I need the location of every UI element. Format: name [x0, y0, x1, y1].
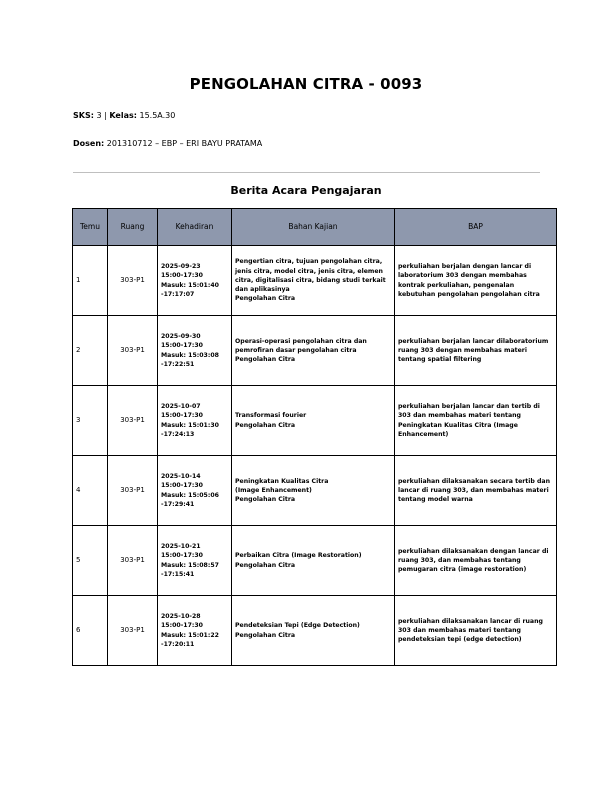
sks-label: SKS:: [73, 111, 94, 120]
cell-bap: perkuliahan berjalan lancar dilaboratorium ruang 303 dengan membahas materi tentang spatial filtering: [395, 316, 557, 386]
header-bap: BAP: [395, 209, 557, 246]
cell-kehadiran: 2025-10-07 15:00-17:30 Masuk: 15:01:30 -17:24:13: [158, 386, 232, 456]
cell-bahan-kajian: Peningkatan Kualitas Citra (Image Enhancement) Pengolahan Citra: [232, 456, 395, 526]
cell-ruang: 303-P1: [108, 456, 158, 526]
divider: [73, 172, 540, 173]
table-row: [73, 526, 557, 596]
header-ruang: Ruang: [108, 209, 158, 246]
cell-bap: perkuliahan dilaksanakan secara tertib dan lancar di ruang 303, dan membahas materi tentang model warna: [395, 456, 557, 526]
cell-temu: 6: [73, 596, 108, 666]
section-title: Berita Acara Pengajaran: [230, 184, 382, 197]
cell-ruang: 303-P1: [108, 316, 158, 386]
cell-temu: 4: [73, 456, 108, 526]
cell-ruang: 303-P1: [108, 386, 158, 456]
cell-temu: 2: [73, 316, 108, 386]
table-row: [73, 316, 557, 386]
lecturer-line: [73, 139, 262, 148]
cell-bap: perkuliahan dilaksanakan dengan lancar di ruang 303, dan membahas tentang pemugaran citra (image restoration): [395, 526, 557, 596]
cell-kehadiran: 2025-10-28 15:00-17:30 Masuk: 15:01:22 -17:20:11: [158, 596, 232, 666]
cell-temu: 5: [73, 526, 108, 596]
cell-ruang: 303-P1: [108, 596, 158, 666]
cell-bahan-kajian: Pendeteksian Tepi (Edge Detection) Pengolahan Citra: [232, 596, 395, 666]
cell-bap: perkuliahan dilaksanakan lancar di ruang 303 dan membahas materi tentang pendeteksian tepi (edge detection): [395, 596, 557, 666]
cell-ruang: 303-P1: [108, 526, 158, 596]
kelas-value: 15.5A.30: [139, 111, 176, 120]
cell-bahan-kajian: Pengertian citra, tujuan pengolahan citra, jenis citra, model citra, jenis citra, elemen citra, digitalisasi citra, bidang studi terkait dan aplikasinya Pengolahan Citra: [232, 246, 395, 316]
cell-kehadiran: 2025-10-21 15:00-17:30 Masuk: 15:08:57 -17:15:41: [158, 526, 232, 596]
table-row: [73, 596, 557, 666]
page-title: PENGOLAHAN CITRA - 0093: [189, 75, 423, 93]
header-temu: Temu: [73, 209, 108, 246]
table-header-row: [73, 209, 557, 246]
header-kehadiran: Kehadiran: [158, 209, 232, 246]
table-row: [73, 386, 557, 456]
cell-bap: perkuliahan berjalan lancar dan tertib di 303 dan membahas materi tentang Peningkatan Kualitas Citra (Image Enhancement): [395, 386, 557, 456]
course-meta-line: [73, 111, 175, 120]
cell-kehadiran: 2025-09-23 15:00-17:30 Masuk: 15:01:40 -17:17:07: [158, 246, 232, 316]
header-bahan-kajian: Bahan Kajian: [232, 209, 395, 246]
dosen-label: Dosen:: [73, 139, 105, 148]
cell-bahan-kajian: Perbaikan Citra (Image Restoration) Pengolahan Citra: [232, 526, 395, 596]
dosen-value: 201310712 – EBP – ERI BAYU PRATAMA: [106, 139, 263, 148]
cell-bahan-kajian: Operasi-operasi pengolahan citra dan pemrofiran dasar pengolahan citra Pengolahan Citra: [232, 316, 395, 386]
table-row: [73, 246, 557, 316]
cell-bahan-kajian: Transformasi fourier Pengolahan Citra: [232, 386, 395, 456]
cell-bap: perkuliahan berjalan dengan lancar di laboratorium 303 dengan membahas kontrak perkuliahan, pengenalan kebutuhan pengolahan pengolahan citra: [395, 246, 557, 316]
cell-kehadiran: 2025-10-14 15:00-17:30 Masuk: 15:05:06 -17:29:41: [158, 456, 232, 526]
cell-temu: 3: [73, 386, 108, 456]
cell-kehadiran: 2025-09-30 15:00-17:30 Masuk: 15:03:08 -17:22:51: [158, 316, 232, 386]
kelas-label: Kelas:: [109, 111, 137, 120]
table-row: [73, 456, 557, 526]
sks-value: 3 |: [96, 111, 110, 120]
cell-temu: 1: [73, 246, 108, 316]
cell-ruang: 303-P1: [108, 246, 158, 316]
teaching-record-table: [72, 208, 557, 666]
